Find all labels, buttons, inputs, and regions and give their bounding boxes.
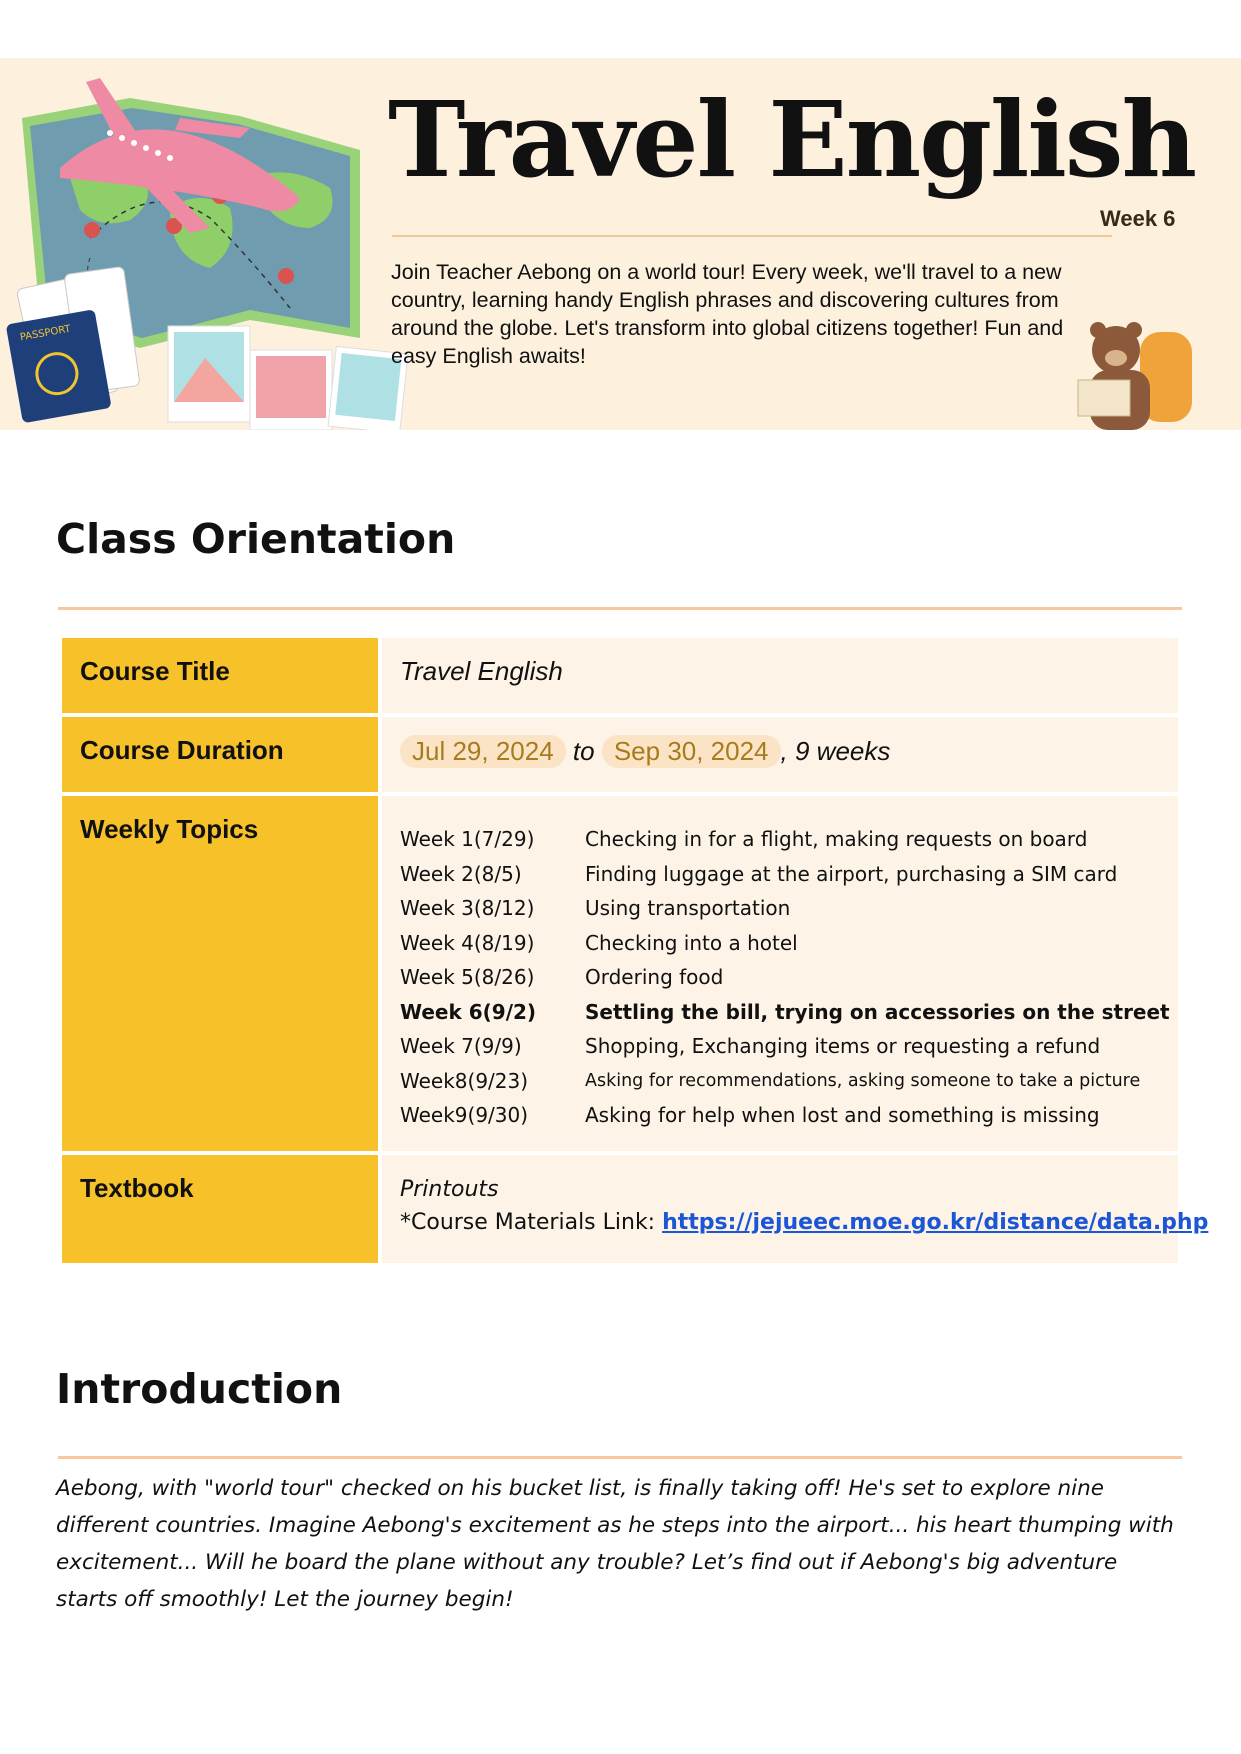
course-info-table bbox=[58, 634, 1209, 1267]
topic-description: Settling the bill, trying on accessories on the street bbox=[585, 999, 1170, 1024]
list-item bbox=[400, 926, 1160, 961]
table-row bbox=[62, 638, 1178, 713]
list-item bbox=[400, 822, 1160, 857]
week-tag: Week 6 bbox=[1100, 206, 1176, 231]
list-item bbox=[400, 1098, 1160, 1133]
topic-description: Checking into a hotel bbox=[585, 930, 798, 955]
weekly-topics-label: Weekly Topics bbox=[62, 796, 378, 1151]
duration-weeks: , 9 weeks bbox=[780, 736, 891, 766]
section-heading-introduction: Introduction bbox=[56, 1365, 343, 1413]
start-date-chip: Jul 29, 2024 bbox=[400, 735, 566, 768]
topic-description: Asking for recommendations, asking someone to take a picture bbox=[585, 1070, 1141, 1091]
course-duration-value bbox=[382, 717, 1178, 792]
topic-week: Week 4(8/19) bbox=[400, 930, 535, 955]
topic-description: Checking in for a flight, making requests on board bbox=[585, 827, 1088, 851]
topic-week: Week 7(9/9) bbox=[400, 1034, 522, 1058]
topic-description: Finding luggage at the airport, purchasing a SIM card bbox=[585, 861, 1118, 886]
svg-text:PASSPORT: PASSPORT bbox=[19, 323, 72, 344]
topic-description: Using transportation bbox=[585, 896, 791, 920]
topic-description: Shopping, Exchanging items or requesting a refund bbox=[585, 1034, 1101, 1058]
passport-icon bbox=[6, 309, 112, 423]
materials-label: *Course Materials Link: bbox=[400, 1209, 663, 1235]
topic-week: Week 6(9/2) bbox=[400, 999, 537, 1024]
table-row bbox=[62, 1155, 1178, 1263]
topic-week: Week9(9/30) bbox=[400, 1103, 529, 1127]
page-title: Travel English bbox=[388, 78, 1196, 201]
bear-traveler-icon bbox=[1070, 320, 1210, 430]
introduction-paragraph: Aebong, with "world tour" checked on his bucket list, is finally taking off! He's set to explore nine different countries. Imagine Aebong's excitement as he steps into the airport... his heart thumping with excitement... Will he board the plane without any trouble? Let’s find out if Aebong's big adventure starts off smoothly! Let the journey begin! bbox=[56, 1476, 1174, 1612]
topic-week: Week 3(8/12) bbox=[400, 896, 535, 920]
textbook-printouts: Printouts bbox=[400, 1176, 499, 1202]
course-materials bbox=[400, 1209, 1209, 1235]
topic-week: Week 1(7/29) bbox=[400, 827, 535, 851]
list-item bbox=[400, 1064, 1160, 1099]
topic-week: Week8(9/23) bbox=[400, 1068, 529, 1093]
topic-description: Ordering food bbox=[585, 965, 724, 989]
list-item bbox=[400, 857, 1160, 892]
section-heading-orientation: Class Orientation bbox=[56, 515, 456, 563]
topic-week: Week 2(8/5) bbox=[400, 861, 522, 886]
weekly-topics-list bbox=[400, 822, 1170, 1133]
header-banner bbox=[0, 58, 1241, 430]
course-materials-link[interactable]: https://jejueec.moe.go.kr/distance/data.php bbox=[662, 1209, 1209, 1235]
end-date-chip: Sep 30, 2024 bbox=[602, 735, 781, 768]
table-row bbox=[62, 717, 1178, 792]
list-item bbox=[400, 891, 1160, 926]
title-divider bbox=[392, 235, 1112, 237]
section-divider bbox=[58, 607, 1182, 610]
course-duration-label: Course Duration bbox=[62, 717, 378, 792]
list-item-current-week bbox=[400, 995, 1170, 1030]
travel-illustration bbox=[0, 58, 420, 430]
topic-description: Asking for help when lost and something is missing bbox=[585, 1103, 1100, 1127]
weekly-topics-value bbox=[382, 796, 1178, 1151]
duration-connector: to bbox=[572, 736, 595, 766]
postcard-icon bbox=[168, 326, 408, 430]
header-blurb: Join Teacher Aebong on a world tour! Every week, we'll travel to a new country, learning handy English phrases and discovering cultures from around the globe. Let's transform into global citizens together! Fun and easy English awaits! bbox=[391, 260, 1064, 368]
topic-week: Week 5(8/26) bbox=[400, 965, 535, 989]
section-divider bbox=[58, 1456, 1182, 1459]
course-title-value: Travel English bbox=[382, 638, 1178, 713]
textbook-value bbox=[382, 1155, 1209, 1263]
course-title-label: Course Title bbox=[62, 638, 378, 713]
textbook-label: Textbook bbox=[62, 1155, 378, 1263]
table-row bbox=[62, 796, 1178, 1151]
list-item bbox=[400, 1029, 1160, 1064]
list-item bbox=[400, 960, 1160, 995]
